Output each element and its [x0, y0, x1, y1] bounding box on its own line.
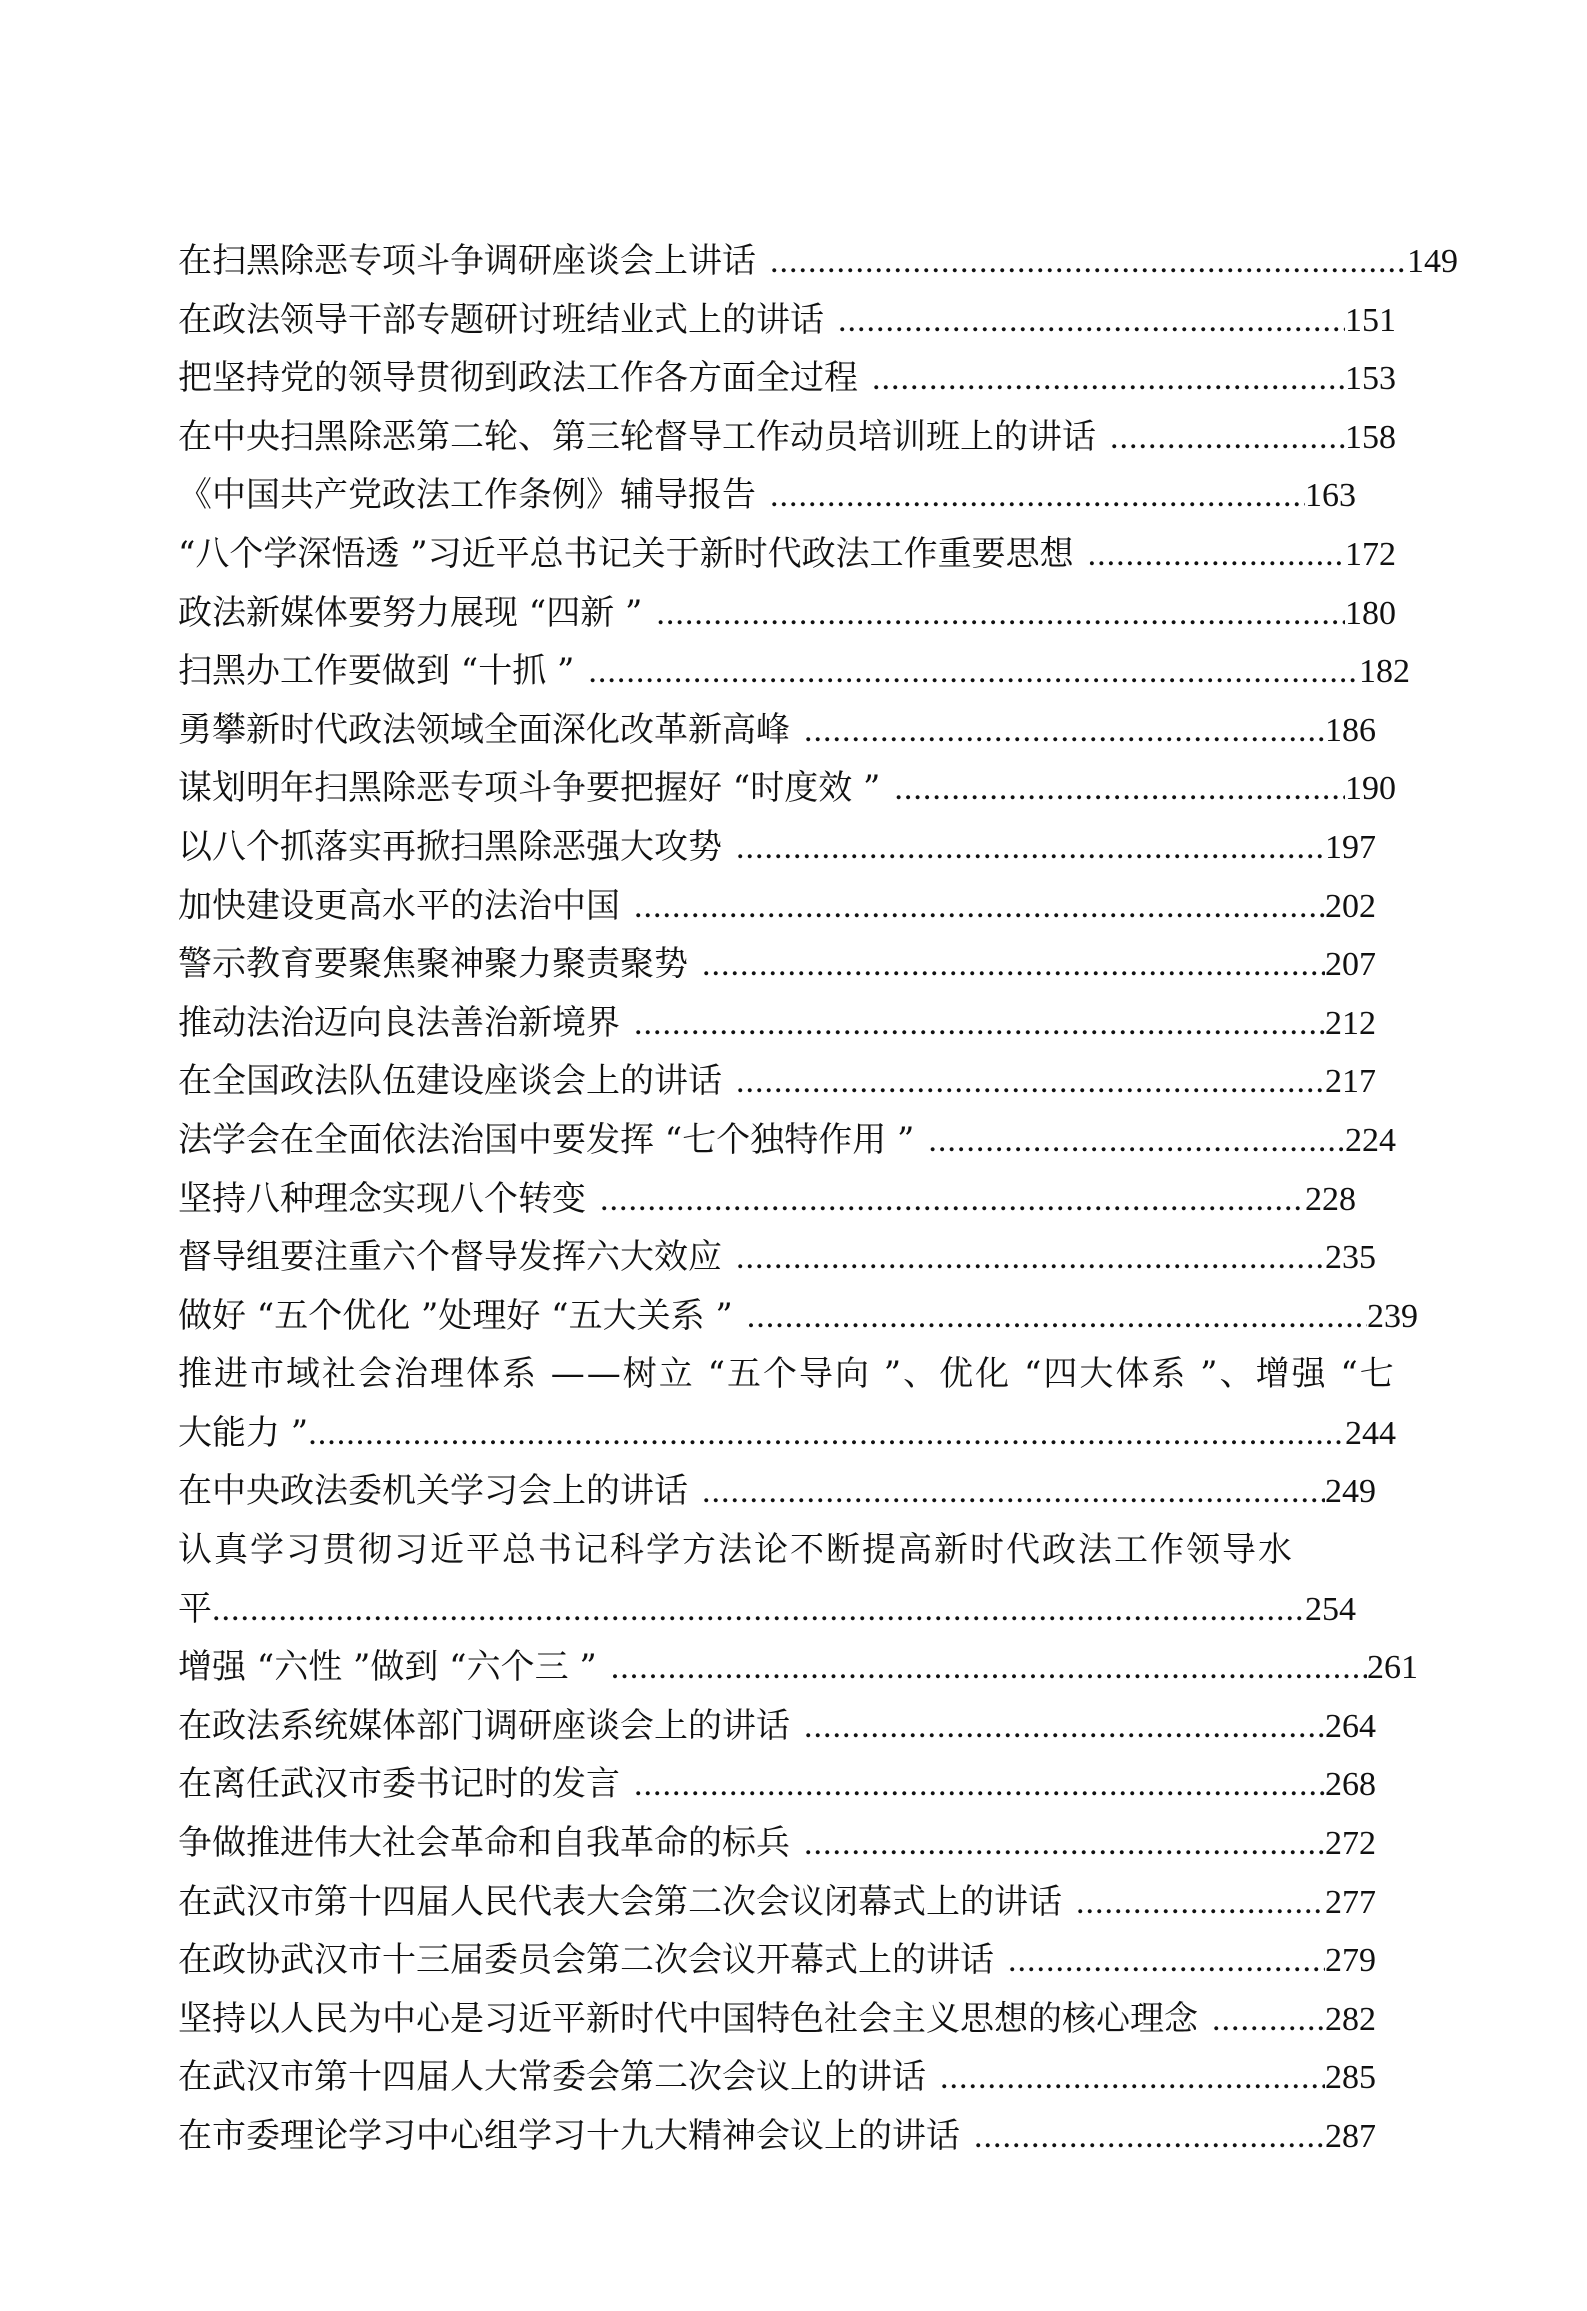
toc-entry-title-line2: 大能力 ” — [178, 1412, 309, 1453]
toc-leader-dots — [770, 233, 1407, 292]
toc-entry-title: 在中央政法委机关学习会上的讲话 — [178, 1471, 688, 1512]
toc-page-number: 228 — [1305, 1180, 1356, 1218]
toc-entry[interactable] — [178, 2107, 1376, 2166]
toc-entry[interactable] — [178, 1873, 1376, 1932]
toc-entry-title: 扫黑办工作要做到 “十抓 ” — [178, 651, 575, 692]
toc-page-number: 264 — [1325, 1707, 1376, 1745]
toc-entry-title: 增强 “六性 ”做到 “六个三 ” — [178, 1647, 597, 1688]
toc-entry-title: 以八个抓落实再掀扫黑除恶强大攻势 — [178, 826, 722, 867]
toc-page-number: 285 — [1325, 2059, 1376, 2097]
toc-entry-title: 做好 “五个优化 ”处理好 “五大关系 ” — [178, 1295, 733, 1336]
toc-entry-title: 把坚持党的领导贯彻到政法工作各方面全过程 — [178, 358, 858, 399]
toc-page-number: 153 — [1345, 360, 1396, 398]
toc-leader-dots — [702, 1463, 1325, 1522]
toc-page-number: 197 — [1325, 828, 1376, 866]
toc-entry-title-line1: 认真学习贯彻习近平总书记科学方法论不断提高新时代政法工作领导水 — [178, 1530, 1294, 1571]
toc-page-number: 180 — [1345, 594, 1396, 632]
toc-page-number: 287 — [1325, 2118, 1376, 2155]
toc-page-number: 272 — [1325, 1825, 1376, 1863]
toc-entry[interactable] — [178, 994, 1376, 1053]
toc-entry-title: 《中国共产党政法工作条例》辅导报告 — [178, 475, 756, 516]
toc-page-number: 151 — [1345, 301, 1396, 339]
toc-entry[interactable] — [178, 1638, 1418, 1697]
toc-entry-title: 争做推进伟大社会革命和自我革命的标兵 — [178, 1823, 790, 1864]
toc-entry[interactable] — [178, 232, 1458, 291]
toc-page-number: 277 — [1325, 1883, 1376, 1921]
toc-leader-dots — [747, 1288, 1367, 1347]
toc-page-number: 158 — [1345, 418, 1396, 456]
toc-entry-title: 在武汉市第十四届人大常委会第二次会议上的讲话 — [178, 2057, 926, 2098]
toc-leader-dots — [770, 467, 1305, 526]
toc-leader-dots — [588, 643, 1359, 702]
toc-leader-dots — [804, 1698, 1325, 1757]
toc-page-number: 163 — [1305, 477, 1356, 515]
toc-leader-dots — [1212, 1991, 1325, 2050]
toc-leader-dots — [872, 350, 1345, 409]
toc-leader-dots — [1110, 409, 1345, 468]
toc-page-number: 254 — [1305, 1590, 1356, 1628]
toc-entry[interactable] — [178, 1755, 1376, 1814]
toc-entry-title: 在中央扫黑除恶第二轮、第三轮督导工作动员培训班上的讲话 — [178, 416, 1096, 457]
toc-entry-title: 在政法系统媒体部门调研座谈会上的讲话 — [178, 1705, 790, 1746]
toc-entry[interactable] — [178, 1697, 1376, 1756]
toc-entry-title: 政法新媒体要努力展现 “四新 ” — [178, 592, 643, 633]
toc-page-number: 261 — [1367, 1649, 1418, 1687]
toc-entry[interactable] — [178, 1462, 1376, 1521]
toc-entry[interactable] — [178, 349, 1396, 408]
toc-entry-title: “八个学深悟透 ”习近平总书记关于新时代政法工作重要思想 — [178, 533, 1074, 574]
toc-entry-title: 在市委理论学习中心组学习十九大精神会议上的讲话 — [178, 2116, 960, 2156]
toc-entry[interactable] — [178, 1990, 1376, 2049]
toc-entry[interactable] — [178, 1931, 1376, 1990]
toc-leader-dots — [804, 1815, 1325, 1874]
toc-entry-title: 在全国政法队伍建设座谈会上的讲话 — [178, 1061, 722, 1102]
toc-leader-dots — [212, 1581, 1305, 1640]
toc-leader-dots — [702, 936, 1325, 995]
toc-entry-title: 坚持八种理念实现八个转变 — [178, 1178, 586, 1219]
toc-entry-title: 坚持以人民为中心是习近平新时代中国特色社会主义思想的核心理念 — [178, 1998, 1198, 2039]
toc-entry-title: 推动法治迈向良法善治新境界 — [178, 1002, 620, 1043]
toc-entry[interactable] — [178, 1814, 1376, 1873]
toc-page-number: 207 — [1325, 946, 1376, 984]
toc-entry[interactable] — [178, 759, 1396, 818]
toc-page-number: 282 — [1325, 2000, 1376, 2038]
toc-entry-title: 法学会在全面依法治国中要发挥 “七个独特作用 ” — [178, 1119, 915, 1160]
toc-entry-title: 谋划明年扫黑除恶专项斗争要把握好 “时度效 ” — [178, 768, 881, 809]
toc-entry[interactable] — [178, 584, 1396, 643]
toc-entry[interactable] — [178, 1111, 1396, 1170]
toc-page-number: 268 — [1325, 1766, 1376, 1804]
toc-entry[interactable] — [178, 701, 1376, 760]
toc-page-number: 149 — [1407, 243, 1458, 280]
toc-entry-title: 在政协武汉市十三届委员会第二次会议开幕式上的讲话 — [178, 1940, 994, 1981]
toc-entry[interactable] — [178, 1345, 1458, 1462]
toc-leader-dots — [634, 1756, 1325, 1815]
toc-leader-dots — [736, 819, 1325, 878]
toc-page-number: 190 — [1345, 770, 1396, 808]
toc-entry[interactable] — [178, 1228, 1376, 1287]
toc-entry[interactable] — [178, 525, 1396, 584]
toc-page-number: 182 — [1359, 653, 1410, 691]
toc-entry-title-line2: 平 — [178, 1588, 212, 1629]
toc-page-number: 202 — [1325, 887, 1376, 925]
toc-page-number: 186 — [1325, 711, 1376, 749]
toc-leader-dots — [634, 878, 1325, 937]
toc-page-number: 224 — [1345, 1121, 1396, 1159]
toc-leader-dots — [1076, 1874, 1325, 1933]
toc-leader-dots — [634, 995, 1325, 1054]
toc-leader-dots — [656, 585, 1345, 644]
toc-entry-title: 在武汉市第十四届人民代表大会第二次会议闭幕式上的讲话 — [178, 1881, 1062, 1922]
toc-leader-dots — [838, 292, 1345, 351]
toc-leader-dots — [1008, 1932, 1325, 1991]
toc-leader-dots — [611, 1639, 1367, 1698]
toc-page-number: 249 — [1325, 1473, 1376, 1511]
toc-page-number: 244 — [1345, 1414, 1396, 1452]
toc-entry[interactable] — [178, 408, 1396, 467]
toc-entry[interactable] — [178, 1170, 1356, 1229]
toc-entry-title-line1: 推进市域社会治理体系 ——树立 “五个导向 ”、优化 “四大体系 ”、增强 “七 — [178, 1354, 1396, 1395]
toc-page-number: 212 — [1325, 1004, 1376, 1042]
toc-entry[interactable] — [178, 2048, 1376, 2107]
toc-leader-dots — [600, 1171, 1305, 1230]
toc-page-number: 239 — [1367, 1297, 1418, 1335]
toc-entry[interactable] — [178, 1052, 1376, 1111]
toc-entry-title: 勇攀新时代政法领域全面深化改革新高峰 — [178, 709, 790, 750]
toc-page-number: 235 — [1325, 1239, 1376, 1277]
toc-entry[interactable] — [178, 642, 1410, 701]
toc-entry-title: 加快建设更高水平的法治中国 — [178, 885, 620, 926]
table-of-contents — [178, 232, 1458, 2166]
toc-entry-title: 在扫黑除恶专项斗争调研座谈会上讲话 — [178, 241, 756, 281]
toc-page-number: 217 — [1325, 1063, 1376, 1101]
toc-entry-title: 在离任武汉市委书记时的发言 — [178, 1764, 620, 1805]
toc-entry-title: 督导组要注重六个督导发挥六大效应 — [178, 1237, 722, 1278]
toc-leader-dots — [1088, 526, 1345, 585]
toc-entry[interactable] — [178, 877, 1376, 936]
toc-leader-dots — [804, 702, 1325, 761]
toc-leader-dots — [974, 2108, 1325, 2167]
toc-leader-dots — [894, 760, 1345, 819]
toc-entry[interactable] — [178, 1521, 1458, 1638]
toc-entry-title: 警示教育要聚焦聚神聚力聚责聚势 — [178, 944, 688, 985]
toc-leader-dots — [308, 1405, 1345, 1464]
toc-leader-dots — [928, 1112, 1345, 1171]
toc-entry[interactable] — [178, 1287, 1418, 1346]
toc-entry[interactable] — [178, 818, 1376, 877]
toc-page-number: 172 — [1345, 535, 1396, 573]
toc-entry[interactable] — [178, 466, 1356, 525]
toc-entry[interactable] — [178, 291, 1396, 350]
toc-entry[interactable] — [178, 935, 1376, 994]
toc-leader-dots — [736, 1229, 1325, 1288]
toc-entry-title: 在政法领导干部专题研讨班结业式上的讲话 — [178, 299, 824, 340]
toc-leader-dots — [940, 2049, 1325, 2108]
toc-page-number: 279 — [1325, 1942, 1376, 1980]
toc-leader-dots — [736, 1053, 1325, 1112]
